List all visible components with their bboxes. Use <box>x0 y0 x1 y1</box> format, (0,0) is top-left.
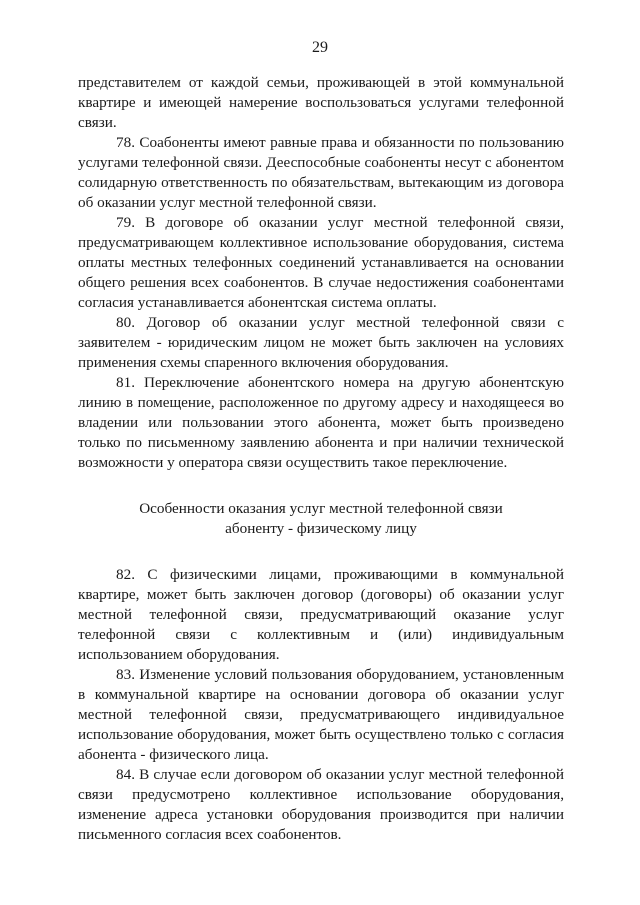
paragraph-82: 82. С физическими лицами, проживающими в коммунальной квартире, может быть заключен договор (договоры) об оказании услуг местной телефонной связи, предусматривающий оказание услуг телефонной связи с коллективным и (или) индивидуальным использованием оборудования. <box>78 566 564 663</box>
page-number: 29 <box>312 39 328 56</box>
paragraph-80: 80. Договор об оказании услуг местной телефонной связи с заявителем - юридическим лицом не может быть заключен на условиях применения схемы спаренного включения оборудования. <box>78 314 564 371</box>
paragraph-79: 79. В договоре об оказании услуг местной телефонной связи, предусматривающем коллективное использование оборудования, система оплаты местных телефонных соединений устанавливается на основании общего решения всех соабонентов. В случае недостижения соабонентами согласия устанавливается абонентская система оплаты. <box>78 214 564 311</box>
paragraph-81: 81. Переключение абонентского номера на другую абонентскую линию в помещение, расположенное по другому адресу и находящееся во владении или пользовании этого абонента, может быть произведено только по письменному заявлению абонента и при наличии технической возможности у оператора связи осуществить такое переключение. <box>78 374 564 471</box>
document-body <box>78 73 564 845</box>
paragraph-84: 84. В случае если договором об оказании услуг местной телефонной связи предусмотрено коллективное использование оборудования, изменение адреса установки оборудования производится при наличии письменного согласия всех соабонентов. <box>78 766 564 843</box>
section-heading-line-1: Особенности оказания услуг местной телефонной связи <box>139 500 503 517</box>
paragraph-83: 83. Изменение условий пользования оборудованием, установленным в коммунальной квартире на основании договора об оказании услуг местной телефонной связи, предусматривающего индивидуальное использование оборудования, может быть осуществлено только с согласия абонента - физического лица. <box>78 666 564 763</box>
section-heading <box>78 499 564 539</box>
paragraph-78: 78. Соабоненты имеют равные права и обязанности по пользованию услугами телефонной связи. Дееспособные соабоненты несут с абонентом солидарную ответственность по обязательствам, вытекающим из договора об оказании услуг местной телефонной связи. <box>78 134 564 211</box>
paragraph-continuation: представителем от каждой семьи, проживающей в этой коммунальной квартире и имеющей намерение воспользоваться услугами телефонной связи. <box>78 74 564 131</box>
section-heading-line-2: абоненту - физическому лицу <box>225 520 417 537</box>
